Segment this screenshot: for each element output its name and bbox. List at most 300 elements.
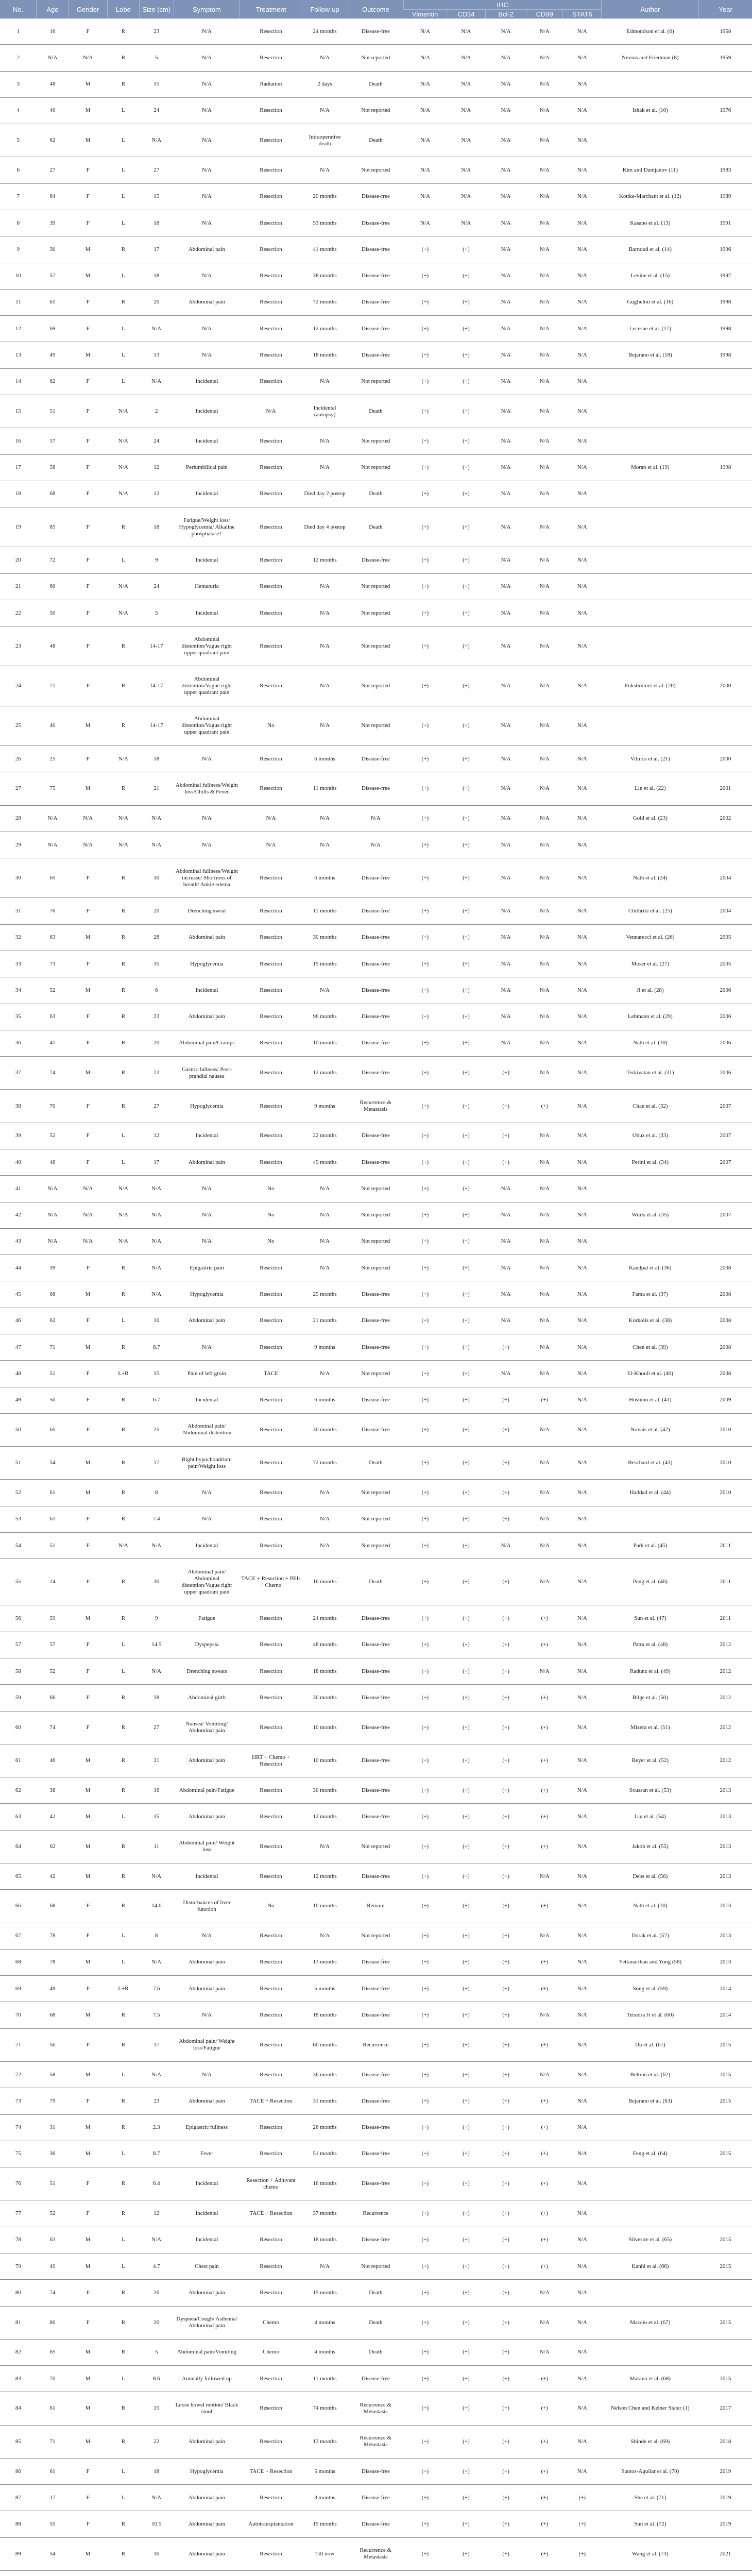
cell-outcome: Remain <box>348 1890 403 1923</box>
cell-stat6: N/A <box>563 924 602 951</box>
cell-no: 72 <box>0 2061 37 2088</box>
cell-age: 70 <box>37 1090 69 1123</box>
cell-symptom: Incidental <box>174 2200 240 2227</box>
cell-lobe: N/A <box>107 1228 139 1255</box>
cell-no: 5 <box>0 124 37 157</box>
cell-treatment: Resection <box>240 2253 302 2279</box>
cell-cd34: (+) <box>447 1890 485 1923</box>
cell-symptom: N/A <box>174 124 240 157</box>
cell-treatment: Resection <box>240 1685 302 1711</box>
cell-treatment: Chemo <box>240 2339 302 2365</box>
cell-symptom: Abdominal pain <box>174 1308 240 1334</box>
cell-age: 69 <box>37 316 69 342</box>
cell-stat6: N/A <box>563 805 602 832</box>
cell-lobe: R <box>107 1030 139 1056</box>
cell-gender: M <box>69 1334 107 1360</box>
cell-cd34: (+) <box>447 2458 485 2484</box>
cell-no: 44 <box>0 1255 37 1281</box>
cell-vimentin: (+) <box>404 1532 447 1558</box>
cell-cd99: N/A <box>526 706 563 745</box>
cell-no: 4 <box>0 97 37 124</box>
cell-gender: F <box>69 1308 107 1334</box>
cell-bcl2: (+) <box>485 2141 526 2167</box>
cell-age: 62 <box>37 124 69 157</box>
cell-symptom: Abdominal pain <box>174 2280 240 2306</box>
cell-outcome: Disease-free <box>348 1777 403 1804</box>
cell-symptom: Hematuria <box>174 573 240 600</box>
cell-lobe: L <box>107 1658 139 1685</box>
cell-bcl2: N/A <box>485 706 526 745</box>
cell-size: 18 <box>139 263 174 289</box>
cell-bcl2: (+) <box>485 1744 526 1777</box>
cell-follow-up: 13 months <box>302 2425 348 2458</box>
cell-lobe: R <box>107 666 139 706</box>
cell-vimentin: (+) <box>404 454 447 481</box>
cell-vimentin: (+) <box>404 600 447 626</box>
cell-outcome: Disease-free <box>348 342 403 368</box>
cell-year: 2013 <box>699 1949 752 1975</box>
cell-stat6: N/A <box>563 507 602 547</box>
cell-lobe: L <box>107 342 139 368</box>
table-row <box>0 454 752 481</box>
cell-age: 38 <box>37 1777 69 1804</box>
cell-vimentin: (+) <box>404 507 447 547</box>
cell-outcome: Disease-free <box>348 2141 403 2167</box>
table-row <box>0 924 752 951</box>
cell-gender: M <box>69 2339 107 2365</box>
cell-size: 10.5 <box>139 2511 174 2537</box>
cell-year <box>699 2571 752 2576</box>
cell-stat6: N/A <box>563 97 602 124</box>
cell-treatment: Resection <box>240 1949 302 1975</box>
cell-stat6: N/A <box>563 2280 602 2306</box>
cell-follow-up: 6 months <box>302 858 348 898</box>
cell-treatment: Resection <box>240 1447 302 1480</box>
cell-symptom: Abdominal pain/ Abdominal distention/Vague right upper quadrant pain <box>174 1559 240 1605</box>
table-row <box>0 1532 752 1558</box>
cell-vimentin: (+) <box>404 706 447 745</box>
cell-outcome: Disease-free <box>348 1030 403 1056</box>
cell-lobe: N/A <box>107 1176 139 1202</box>
cell-cd34: N/A <box>447 19 485 45</box>
cell-no: 7 <box>0 183 37 210</box>
table-row <box>0 1281 752 1308</box>
cell-age: 68 <box>37 2002 69 2028</box>
cell-year: 2011 <box>699 1559 752 1605</box>
cell-vimentin: (+) <box>404 1149 447 1175</box>
cell-outcome: Disease-free <box>348 1281 403 1308</box>
cell-author: Nevius and Friedman (8) <box>602 45 699 71</box>
cell-lobe: R <box>107 2114 139 2141</box>
cell-no: 29 <box>0 832 37 858</box>
cell-author: Obuz et al. (33) <box>602 1123 699 1149</box>
cell-vimentin: (+) <box>404 2537 447 2570</box>
table-row <box>0 1123 752 1149</box>
table-row <box>0 2002 752 2028</box>
cell-gender: M <box>69 2425 107 2458</box>
cell-bcl2: (+) <box>485 1923 526 1949</box>
cell-outcome: Disease-free <box>348 183 403 210</box>
cell-bcl2: (+) <box>485 1090 526 1123</box>
cell-age: 57 <box>37 428 69 454</box>
cell-author <box>602 2339 699 2365</box>
cell-size: N/A <box>139 2061 174 2088</box>
cell-follow-up: 48 months <box>302 1632 348 1658</box>
cell-year <box>699 706 752 745</box>
cell-no: 52 <box>0 1480 37 1506</box>
cell-cd34: (+) <box>447 1176 485 1202</box>
cell-vimentin: (+) <box>404 2061 447 2088</box>
table-row <box>0 1923 752 1949</box>
cell-age: 40 <box>37 97 69 124</box>
cell-author: Patra et al. (48) <box>602 1632 699 1658</box>
cell-treatment: Resection <box>240 97 302 124</box>
cell-bcl2: (+) <box>485 1830 526 1863</box>
table-row <box>0 1711 752 1744</box>
cell-lobe: R <box>107 2511 139 2537</box>
cell-outcome: Disease-free <box>348 1863 403 1890</box>
cell-outcome: Not reported <box>348 626 403 666</box>
cell-stat6: N/A <box>563 124 602 157</box>
cell-year: 2012 <box>699 1658 752 1685</box>
cell-treatment: Resection <box>240 1480 302 1506</box>
cell-no: 1 <box>0 19 37 45</box>
cell-symptom: N/A <box>174 2061 240 2088</box>
cell-cd34: (+) <box>447 454 485 481</box>
cell-stat6: N/A <box>563 2114 602 2141</box>
cell-bcl2: N/A <box>485 805 526 832</box>
cell-vimentin: (+) <box>404 924 447 951</box>
table-body <box>0 19 752 2576</box>
cell-symptom: Abdominal pain/Fatigue <box>174 1777 240 1804</box>
cell-follow-up: N/A <box>302 97 348 124</box>
cell-lobe: R <box>107 2028 139 2061</box>
cell-lobe: R <box>107 1090 139 1123</box>
cell-treatment: Resection <box>240 368 302 395</box>
cell-cd34: (+) <box>447 289 485 315</box>
cell-symptom: N/A <box>174 71 240 97</box>
cell-author: Moran et al. (19) <box>602 454 699 481</box>
cell-outcome: Death <box>348 1559 403 1605</box>
cell-follow-up: 12 months <box>302 547 348 573</box>
cell-gender: F <box>69 2485 107 2511</box>
cell-cd34: (+) <box>447 600 485 626</box>
table-row <box>0 1308 752 1334</box>
cell-cd34: (+) <box>447 1255 485 1281</box>
cell-author <box>602 481 699 507</box>
cell-follow-up: 12 months <box>302 1057 348 1090</box>
cell-outcome: Disease-free <box>348 924 403 951</box>
cell-follow-up: 38 months <box>302 263 348 289</box>
cell-cd34: (+) <box>447 1506 485 1532</box>
cell-bcl2: N/A <box>485 428 526 454</box>
cell-symptom: Periumbilical pain <box>174 454 240 481</box>
cell-stat6: N/A <box>563 210 602 236</box>
cell-vimentin: (+) <box>404 2306 447 2339</box>
cell-outcome: Disease-free <box>348 1057 403 1090</box>
cell-bcl2: N/A <box>485 1308 526 1334</box>
cell-bcl2: N/A <box>485 573 526 600</box>
cell-lobe: R <box>107 1447 139 1480</box>
cell-vimentin: (+) <box>404 1804 447 1830</box>
cell-year <box>699 2200 752 2227</box>
cell-outcome: Disease-free <box>348 1605 403 1632</box>
cell-stat6: N/A <box>563 1004 602 1030</box>
cell-year <box>699 832 752 858</box>
cell-stat6: N/A <box>563 454 602 481</box>
cell-no: 76 <box>0 2167 37 2200</box>
table-row <box>0 2511 752 2537</box>
cell-follow-up: 9 months <box>302 1090 348 1123</box>
cell-year: 1998 <box>699 342 752 368</box>
header-author: Author <box>602 0 699 19</box>
cell-no: 22 <box>0 600 37 626</box>
cell-no <box>0 2571 37 2576</box>
cell-cd99: (+) <box>526 1830 563 1863</box>
cell-symptom: N/A <box>174 832 240 858</box>
cell-no: 56 <box>0 1605 37 1632</box>
cell-stat6: N/A <box>563 316 602 342</box>
cell-gender: M <box>69 2392 107 2425</box>
cell-cd99: (+) <box>526 1804 563 1830</box>
cell-size: 23 <box>139 19 174 45</box>
cell-lobe: L <box>107 263 139 289</box>
cell-gender: F <box>69 2458 107 2484</box>
cell-age: 51 <box>37 1361 69 1387</box>
cell-age: 61 <box>37 289 69 315</box>
cell-cd99: (+) <box>526 2537 563 2570</box>
cell-author: Lehmann et al. (29) <box>602 1004 699 1030</box>
cell-age: 71 <box>37 2425 69 2458</box>
cell-no: 13 <box>0 342 37 368</box>
header-treatment: Treatment <box>240 0 302 19</box>
cell-vimentin: (+) <box>404 395 447 428</box>
cell-year: 2004 <box>699 898 752 924</box>
cell-cd99: (+) <box>526 2392 563 2425</box>
cell-no: 26 <box>0 746 37 772</box>
cell-bcl2: (+) <box>485 2088 526 2114</box>
cell-follow-up: 72 months <box>302 289 348 315</box>
cell-size: 27 <box>139 1711 174 1744</box>
cell-year: 2006 <box>699 1030 752 1056</box>
cell-bcl2: (+) <box>485 1632 526 1658</box>
cell-symptom: N/A <box>174 2002 240 2028</box>
cell-bcl2: N/A <box>485 157 526 183</box>
cell-gender: M <box>69 977 107 1004</box>
cell-cd99: N/A <box>526 236 563 263</box>
table-row <box>0 1057 752 1090</box>
table-row <box>0 1863 752 1890</box>
cell-vimentin: (+) <box>404 2253 447 2279</box>
cell-cd99: N/A <box>526 1281 563 1308</box>
cell-outcome: Recurrence & Metastasis <box>348 1090 403 1123</box>
cell-size: 2.3 <box>139 2114 174 2141</box>
cell-symptom: N/A <box>174 1480 240 1506</box>
cell-gender: N/A <box>69 1176 107 1202</box>
cell-follow-up: N/A <box>302 1480 348 1506</box>
table-row <box>0 481 752 507</box>
cell-size: 21 <box>139 772 174 805</box>
cell-vimentin: (+) <box>404 573 447 600</box>
cell-outcome: Death <box>348 507 403 547</box>
cell-outcome: Disease-free <box>348 2458 403 2484</box>
cell-cd99: (+) <box>526 2114 563 2141</box>
cell-no: 41 <box>0 1176 37 1202</box>
cell-bcl2: N/A <box>485 666 526 706</box>
cell-treatment: Resection <box>240 1387 302 1413</box>
cell-size: 4.7 <box>139 2253 174 2279</box>
header-age: Age <box>37 0 69 19</box>
cell-gender: M <box>69 2253 107 2279</box>
cell-vimentin: (+) <box>404 1830 447 1863</box>
cell-size: 30 <box>139 858 174 898</box>
cell-author: Santos-Aguilar et al. (70) <box>602 2458 699 2484</box>
cell-outcome: Not reported <box>348 1506 403 1532</box>
cell-outcome: Recurrence <box>348 2200 403 2227</box>
cell-treatment: Resection <box>240 1923 302 1949</box>
cell-lobe: R <box>107 2306 139 2339</box>
table-row <box>0 2458 752 2484</box>
cell-vimentin: (+) <box>404 2280 447 2306</box>
cell-cd34: N/A <box>447 183 485 210</box>
cell-bcl2: N/A <box>485 481 526 507</box>
cell-no: 64 <box>0 1830 37 1863</box>
cell-no: 2 <box>0 45 37 71</box>
cell-year: 2015 <box>699 2141 752 2167</box>
cell-gender: M <box>69 1949 107 1975</box>
cell-stat6: (+) <box>563 2537 602 2570</box>
cell-bcl2: N/A <box>485 924 526 951</box>
cell-vimentin: (+) <box>404 2485 447 2511</box>
cell-age: 52 <box>37 1123 69 1149</box>
cell-outcome: Disease-free <box>348 1976 403 2002</box>
cell-symptom: N/A <box>174 316 240 342</box>
cell-lobe: N/A <box>107 395 139 428</box>
cell-cd99: (+) <box>526 2425 563 2458</box>
cell-symptom: Drenching sweats <box>174 1658 240 1685</box>
cell-gender: M <box>69 1281 107 1308</box>
cell-lobe: R <box>107 2425 139 2458</box>
cell-cd99: (+) <box>526 2200 563 2227</box>
cell-follow-up: 37 months <box>302 2200 348 2227</box>
cell-stat6: N/A <box>563 1863 602 1890</box>
cell-cd99: (+) <box>526 2485 563 2511</box>
cell-age: N/A <box>37 1228 69 1255</box>
cell-gender: M <box>69 263 107 289</box>
cell-gender: N/A <box>69 45 107 71</box>
cell-cd99: N/A <box>526 1506 563 1532</box>
cell-no: 36 <box>0 1030 37 1056</box>
cell-age: 61 <box>37 2458 69 2484</box>
cell-treatment: Chemo <box>240 2306 302 2339</box>
cell-year: 2015 <box>699 2061 752 2088</box>
cell-size: 18 <box>139 210 174 236</box>
cell-cd99: N/A <box>526 858 563 898</box>
cell-stat6: N/A <box>563 342 602 368</box>
cell-bcl2: (+) <box>485 2511 526 2537</box>
cell-follow-up: 25 months <box>302 1281 348 1308</box>
cell-year: 2008 <box>699 1334 752 1360</box>
cell-age: 58 <box>37 454 69 481</box>
cell-author: Novais et al. (42) <box>602 1413 699 1446</box>
cell-symptom: Hypoglycemia <box>174 2458 240 2484</box>
cell-author: Fama et al. (37) <box>602 1281 699 1308</box>
cell-no: 70 <box>0 2002 37 2028</box>
cell-no: 67 <box>0 1923 37 1949</box>
cell-bcl2: N/A <box>485 19 526 45</box>
cell-author: Wang et al. (73) <box>602 2537 699 2570</box>
cell-lobe: L <box>107 183 139 210</box>
cell-treatment: HRT + Chemo + Resection <box>240 1744 302 1777</box>
cell-no: 86 <box>0 2458 37 2484</box>
cell-lobe: R <box>107 1559 139 1605</box>
cell-lobe: R <box>107 1480 139 1506</box>
cell-symptom: Disturbances of liver function <box>174 1890 240 1923</box>
cell-gender: F <box>69 1532 107 1558</box>
cell-outcome: Disease-free <box>348 1804 403 1830</box>
cell-stat6: (+) <box>563 2511 602 2537</box>
cell-treatment: Resection <box>240 1004 302 1030</box>
cell-gender: M <box>69 1804 107 1830</box>
cell-size: 35 <box>139 951 174 977</box>
cell-bcl2: (+) <box>485 2366 526 2392</box>
cell-size: 22 <box>139 2425 174 2458</box>
cell-vimentin: (+) <box>404 1863 447 1890</box>
cell-no: 34 <box>0 977 37 1004</box>
cell-author: Beyer et al. (52) <box>602 1744 699 1777</box>
cell-treatment: Resection <box>240 1658 302 1685</box>
cell-gender: F <box>69 746 107 772</box>
cell-lobe: R <box>107 507 139 547</box>
cell-symptom: Abdominal fullness/Weight loss/Chills & Fever <box>174 772 240 805</box>
cell-symptom: Abdominal pain <box>174 1004 240 1030</box>
cell-author: Nelson Chen and Kelner Slater (1) <box>602 2392 699 2425</box>
cell-bcl2: N/A <box>485 71 526 97</box>
table-row <box>0 2339 752 2365</box>
cell-treatment: Resection <box>240 1711 302 1744</box>
cell-outcome: Disease-free <box>348 2061 403 2088</box>
cell-cd34: (+) <box>447 2061 485 2088</box>
cell-follow-up: 3 months <box>302 2485 348 2511</box>
cell-cd34: (+) <box>447 2167 485 2200</box>
cell-year: 2007 <box>699 1202 752 1228</box>
cell-lobe: R <box>107 924 139 951</box>
table-row <box>0 2061 752 2088</box>
cell-no: 37 <box>0 1057 37 1090</box>
cell-vimentin: (+) <box>404 1334 447 1360</box>
cell-symptom: N/A <box>174 746 240 772</box>
cell-size: 14.5 <box>139 1632 174 1658</box>
cell-author: El-Khouli et al. (40) <box>602 1361 699 1387</box>
table-row <box>0 1228 752 1255</box>
cell-vimentin: (+) <box>404 1308 447 1334</box>
cell-age: 62 <box>37 1308 69 1334</box>
cell-vimentin: (+) <box>404 1605 447 1632</box>
cell-follow-up: N/A <box>302 45 348 71</box>
cell-cd34: (+) <box>447 2280 485 2306</box>
cell-age: 73 <box>37 951 69 977</box>
cell-bcl2: N/A <box>485 395 526 428</box>
cell-no: 46 <box>0 1308 37 1334</box>
cell-stat6: N/A <box>563 832 602 858</box>
cell-gender: F <box>69 1506 107 1532</box>
cell-no: 10 <box>0 263 37 289</box>
cell-stat6 <box>563 2571 602 2576</box>
cell-treatment: Resection <box>240 342 302 368</box>
cell-no: 82 <box>0 2339 37 2365</box>
cell-gender: F <box>69 1632 107 1658</box>
cell-follow-up: Died day 4 postop <box>302 507 348 547</box>
